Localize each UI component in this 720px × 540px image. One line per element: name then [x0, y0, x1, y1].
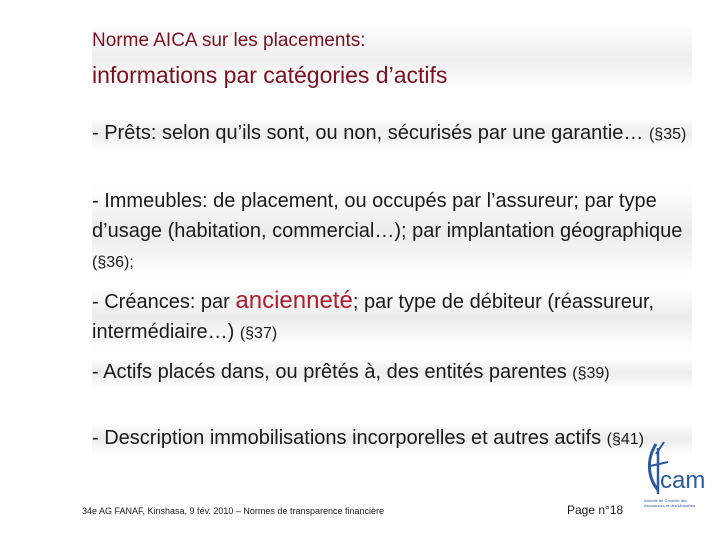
bullet-parent-entities	[92, 358, 692, 388]
slide-title	[92, 22, 692, 90]
logo-tagline: Autorité de Contrôle des Assurances et des Mutuelles	[644, 498, 696, 508]
bullet-receivables	[92, 286, 692, 349]
cam-logo	[638, 440, 710, 530]
bullet-ref: (§37)	[239, 325, 278, 342]
bullet-intangibles	[92, 423, 692, 455]
bullet-text: - Actifs placés dans, ou prêtés à, des entités parentes	[92, 361, 567, 383]
bullet-emphasis: ancienneté	[235, 287, 353, 314]
cam-logo-mark-icon	[638, 440, 710, 500]
logo-wordmark: cam	[660, 467, 706, 494]
footer-text: 34e AG FANAF, Kinshasa, 9 fév. 2010 – Normes de transparence financière	[82, 506, 385, 516]
bullet-ref: (§41)	[606, 431, 645, 448]
bullet-text: - Description immobilisations incorporelles et autres actifs	[92, 427, 602, 449]
bullet-text: - Immeubles: de placement, ou occupés par l’assureur; par type d’usage (habitation, commercial…); par implantation géographique	[92, 190, 683, 242]
bullet-ref: (§36);	[92, 254, 134, 271]
bullet-loans	[92, 118, 692, 150]
bullet-text-pre: - Créances: par	[92, 291, 236, 313]
bullet-text-post: ; par type de débiteur (réassureur, intermédiaire…)	[92, 291, 655, 343]
bullet-text: - Prêts: selon qu’ils sont, ou non, sécurisés par une garantie…	[92, 122, 644, 144]
title-line-2: informations par catégories d’actifs	[92, 62, 448, 88]
page-number: Page n°18	[567, 503, 624, 517]
bullet-ref: (§39)	[572, 365, 610, 382]
bullet-ref: (§35)	[648, 126, 687, 143]
bullet-real-estate	[92, 186, 692, 278]
title-line-1: Norme AICA sur les placements:	[92, 30, 366, 51]
